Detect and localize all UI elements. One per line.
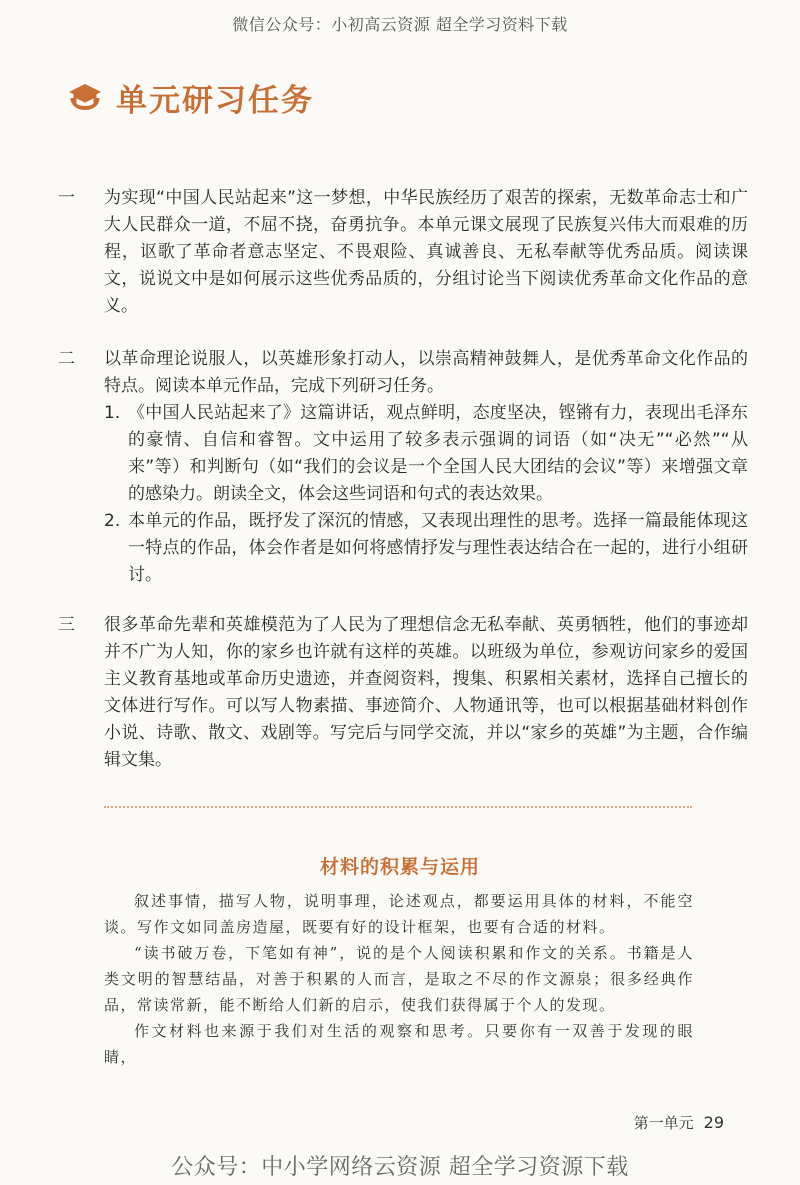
page-number: 29: [703, 1113, 724, 1132]
section-number: 三: [58, 615, 75, 635]
paragraph: “读书破万卷，下笔如有神”，说的是个人阅读积累和作文的关系。书籍是人类文明的智慧结晶，对善于积累的人而言，是取之不尽的作文源泉；很多经典作品，常读常新，能不断给人们新的启示，使我们获得属于个人的发现。: [104, 944, 694, 1014]
section-text: 以革命理论说服人，以英雄形象打动人，以崇高精神鼓舞人，是优秀革命文化作品的特点。阅读本单元作品，完成下列研习任务。: [104, 349, 748, 396]
page-title: 单元研习任务: [116, 82, 314, 119]
watermark-top: 微信公众号：小初高云资源 超全学习资料下载: [232, 15, 568, 34]
subsection-body: [104, 888, 694, 1070]
list-item: [104, 400, 748, 508]
task-section-3: [58, 612, 748, 774]
task-section-1: [58, 185, 748, 320]
graduation-cap-icon: [64, 76, 106, 118]
list-item: [104, 508, 748, 589]
section-text: 很多革命先辈和英雄模范为了人民为了理想信念无私奉献、英勇牺牲，他们的事迹却并不广为人知，你的家乡也许就有这样的英雄。以班级为单位，参观访问家乡的爱国主义教育基地或革命历史遗迹，并查阅资料，搜集、积累相关素材，选择自己擅长的文体进行写作。可以写人物素描、事迹简介、人物通讯等，也可以根据基础材料创作小说、诗歌、散文、戏剧等。写完后与同学交流，并以“家乡的英雄”为主题，合作编辑文集。: [104, 615, 748, 770]
section-text: 为实现“中国人民站起来”这一梦想，中华民族经历了艰苦的探索，无数革命志士和广大人民群众一道，不屈不挠，奋勇抗争。本单元课文展现了民族复兴伟大而艰难的历程，讴歌了革命者意志坚定、不畏艰险、真诚善良、无私奉献等优秀品质。阅读课文，说说文中是如何展示这些优秀品质的，分组讨论当下阅读优秀革命文化作品的意义。: [104, 188, 748, 316]
section-number: 二: [58, 349, 75, 369]
item-number: 2.: [104, 511, 121, 531]
section-number: 一: [58, 188, 75, 208]
task-section-2: [58, 346, 748, 589]
section-header: [64, 74, 314, 120]
watermark-bottom: 公众号：中小学网络云资源 超全学习资源下载: [171, 1155, 629, 1180]
dotted-divider: [104, 806, 692, 808]
item-number: 1.: [104, 403, 121, 423]
paragraph: 作文材料也来源于我们对生活的观察和思考。只要你有一双善于发现的眼睛，: [104, 1022, 694, 1066]
page-footer: [634, 1112, 724, 1133]
paragraph: 叙述事情，描写人物，说明事理，论述观点，都要运用具体的材料，不能空谈。写作文如同盖房造屋，既要有好的设计框架，也要有合适的材料。: [104, 892, 694, 936]
unit-label: 第一单元: [633, 1114, 694, 1132]
subsection-title: 材料的积累与运用: [319, 856, 480, 878]
item-text: 本单元的作品，既抒发了深沉的情感，又表现出理性的思考。选择一篇最能体现这一特点的作品，体会作者是如何将感情抒发与理性表达结合在一起的，进行小组研讨。: [128, 511, 748, 585]
item-text: 《中国人民站起来了》这篇讲话，观点鲜明，态度坚决，铿锵有力，表现出毛泽东的豪情、自信和睿智。文中运用了较多表示强调的词语（如“决无”“必然”“从来”等）和判断句（如“我们的会议是一个全国人民大团结的会议”等）来增强文章的感染力。朗读全文，体会这些词语和句式的表达效果。: [128, 403, 748, 504]
